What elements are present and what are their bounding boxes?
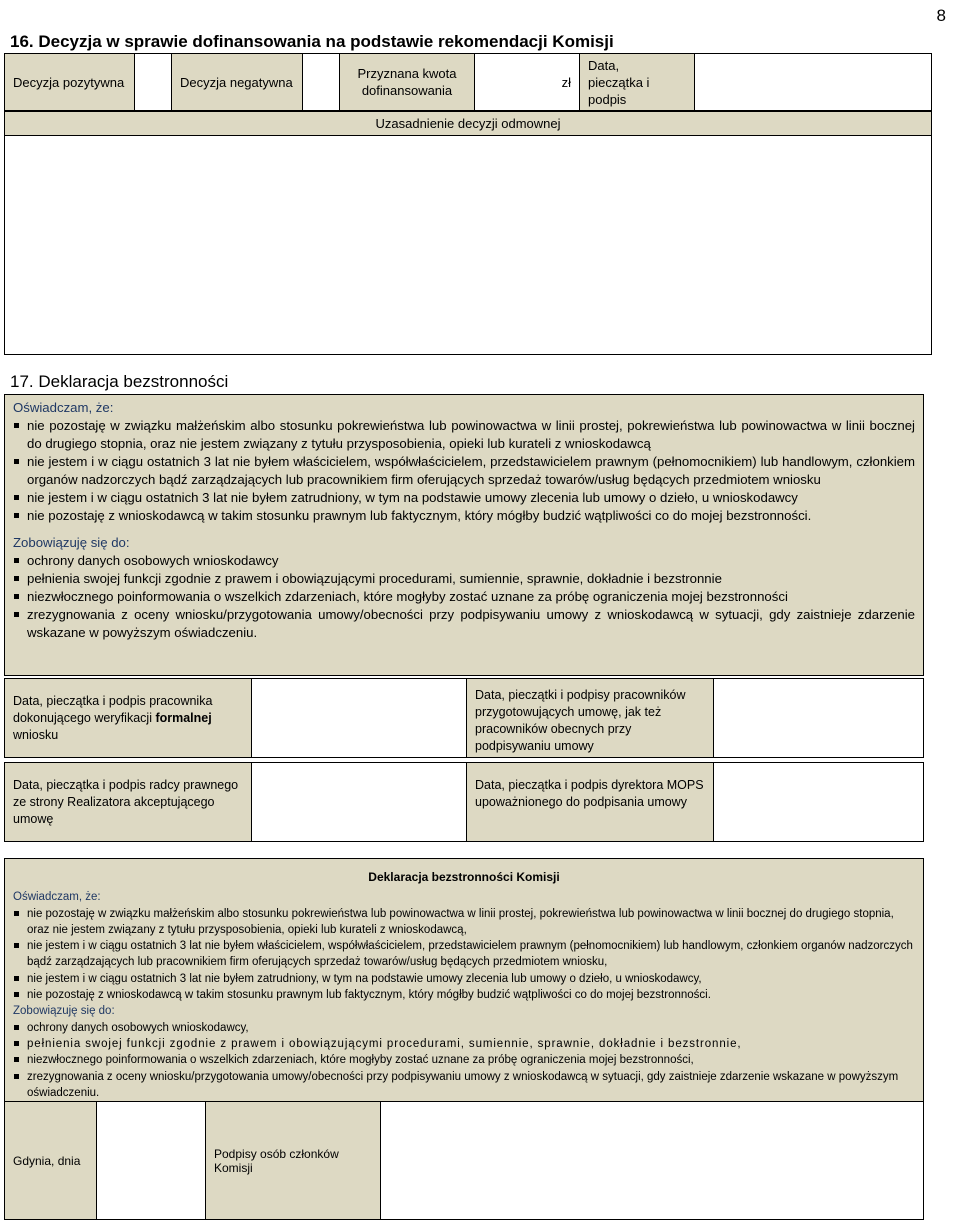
preparers-signature-label: Data, pieczątki i podpisy pracowników przygotowujących umowę, jak też pracowników obecnych przy podpisywaniu umowy (466, 678, 714, 758)
commission-commit-heading: Zobowiązuję się do: (13, 1005, 115, 1018)
commission-declare-item-4: nie pozostaję z wnioskodawcą w takim stosunku prawnym lub faktycznym, który mógłby budzić wątpliwości co do mojej bezstronności. (13, 987, 915, 1003)
declare-item-2: nie jestem i w ciągu ostatnich 3 lat nie byłem właścicielem, współwłaścicielem, przedstawicielem prawnym (pełnomocnikiem) lub handlowym, członkiem organów nadzorczych bądź zarządzających lub pracownikiem firm oferujących sprzedaż towarów/usług będących przedmiotem wniosku (13, 453, 915, 489)
declare-item-1: nie pozostaję w związku małżeńskim albo stosunku pokrewieństwa lub powinowactwa w linii prostej, pokrewieństwa lub powinowactwa w linii bocznej do drugiego stopnia, oraz nie jestem związany z tytułu przysposobienia, opieki lub kurateli z wnioskodawcą (13, 417, 915, 453)
commit-item-1: ochrony danych osobowych wnioskodawcy (13, 552, 915, 570)
preparers-signature-field[interactable] (713, 678, 924, 758)
commit-heading: Zobowiązuję się do: (13, 535, 130, 550)
commit-item-3: niezwłocznego poinformowania o wszelkich zdarzeniach, które mogłyby zostać uznane za próbę ograniczenia mojej bezstronności (13, 588, 915, 606)
commit-item-4: zrezygnowania z oceny wniosku/przygotowania umowy/obecności przy podpisywaniu umowy z wnioskodawcą w sytuacji, gdy zaistnieje zdarzenie wskazane w powyższym oświadczeniu. (13, 606, 915, 642)
commission-commit-item-2: pełnienia swojej funkcji zgodnie z prawem i obowiązującymi procedurami, sumiennie, sprawnie, dokładnie i bezstronnie, (13, 1036, 915, 1052)
currency-label: zł (561, 74, 571, 90)
declare-heading: Oświadczam, że: (13, 400, 114, 415)
verifier-signature-label: Data, pieczątka i podpis pracownika dokonującego weryfikacji formalnej wniosku (4, 678, 252, 758)
commission-declare-heading: Oświadczam, że: (13, 891, 101, 904)
commission-signatures-label: Podpisy osób członków Komisji (205, 1101, 381, 1220)
commission-title: Deklaracja bezstronności Komisji (368, 870, 560, 884)
decision-row (4, 53, 932, 111)
declare-item-4: nie pozostaję z wnioskodawcą w takim stosunku prawnym lub faktycznym, który mógłby budzić wątpliwości co do mojej bezstronności. (13, 507, 915, 525)
city-date-field[interactable] (96, 1101, 206, 1220)
section-16-title: 16. Decyzja w sprawie dofinansowania na podstawie rekomendacji Komisji (10, 32, 614, 51)
declare-item-3: nie jestem i w ciągu ostatnich 3 lat nie byłem zatrudniony, w tym na podstawie umowy zlecenia lub umowy o dzieło, u wnioskodawcy (13, 489, 915, 507)
section-17-title: 17. Deklaracja bezstronności (10, 372, 229, 391)
impartiality-declaration (4, 394, 924, 676)
negative-decision-checkbox[interactable] (302, 53, 340, 111)
granted-amount-label: Przyznana kwota dofinansowania (339, 53, 475, 111)
commission-commit-item-1: ochrony danych osobowych wnioskodawcy, (13, 1020, 915, 1036)
date-stamp-field[interactable] (694, 53, 932, 111)
granted-amount-field[interactable] (474, 53, 580, 111)
director-signature-label: Data, pieczątka i podpis dyrektora MOPS upoważnionego do podpisania umowy (466, 762, 714, 842)
page-number: 8 (936, 6, 946, 25)
commission-commit-item-4: zrezygnowania z oceny wniosku/przygotowania umowy/obecności przy podpisywaniu umowy z wnioskodawcą w sytuacji, gdy zaistnieje zdarzenie wskazane w powyższym oświadczeniu. (13, 1069, 915, 1102)
commission-commit-item-3: niezwłocznego poinformowania o wszelkich zdarzeniach, które mogłyby zostać uznane za próbę ograniczenia mojej bezstronności, (13, 1052, 915, 1068)
legal-counsel-signature-label: Data, pieczątka i podpis radcy prawnego ze strony Realizatora akceptującego umowę (4, 762, 252, 842)
verifier-signature-field[interactable] (251, 678, 467, 758)
positive-decision-label: Decyzja pozytywna (4, 53, 135, 111)
commission-signatures-field[interactable] (380, 1101, 924, 1220)
city-date-label: Gdynia, dnia (4, 1101, 97, 1220)
negative-decision-label: Decyzja negatywna (171, 53, 303, 111)
justification-field[interactable] (4, 135, 932, 355)
legal-counsel-signature-field[interactable] (251, 762, 467, 842)
director-signature-field[interactable] (713, 762, 924, 842)
commission-declare-item-1: nie pozostaję w związku małżeńskim albo stosunku pokrewieństwa lub powinowactwa w linii prostej, pokrewieństwa lub powinowactwa w linii bocznej do drugiego stopnia, oraz nie jestem związany z tytułu przysposobienia, opieki lub kurateli z wnioskodawcą, (13, 906, 915, 939)
positive-decision-checkbox[interactable] (134, 53, 172, 111)
commit-item-2: pełnienia swojej funkcji zgodnie z prawem i obowiązującymi procedurami, sumiennie, sprawnie, dokładnie i bezstronnie (13, 570, 915, 588)
justification-label: Uzasadnienie decyzji odmownej (4, 111, 932, 136)
commission-declare-item-2: nie jestem i w ciągu ostatnich 3 lat nie byłem właścicielem, współwłaścicielem, przedstawicielem prawnym (pełnomocnikiem) lub handlowym, członkiem organów nadzorczych bądź zarządzających lub pracownikiem firm oferujących sprzedaż towarów/usług będących przedmiotem wniosku, (13, 938, 915, 971)
commission-declare-item-3: nie jestem i w ciągu ostatnich 3 lat nie byłem zatrudniony, w tym na podstawie umowy zlecenia lub umowy o dzieło, u wnioskodawcy, (13, 971, 915, 987)
commission-declaration (4, 858, 924, 1102)
date-stamp-label: Data, pieczątka i podpis (579, 53, 695, 111)
